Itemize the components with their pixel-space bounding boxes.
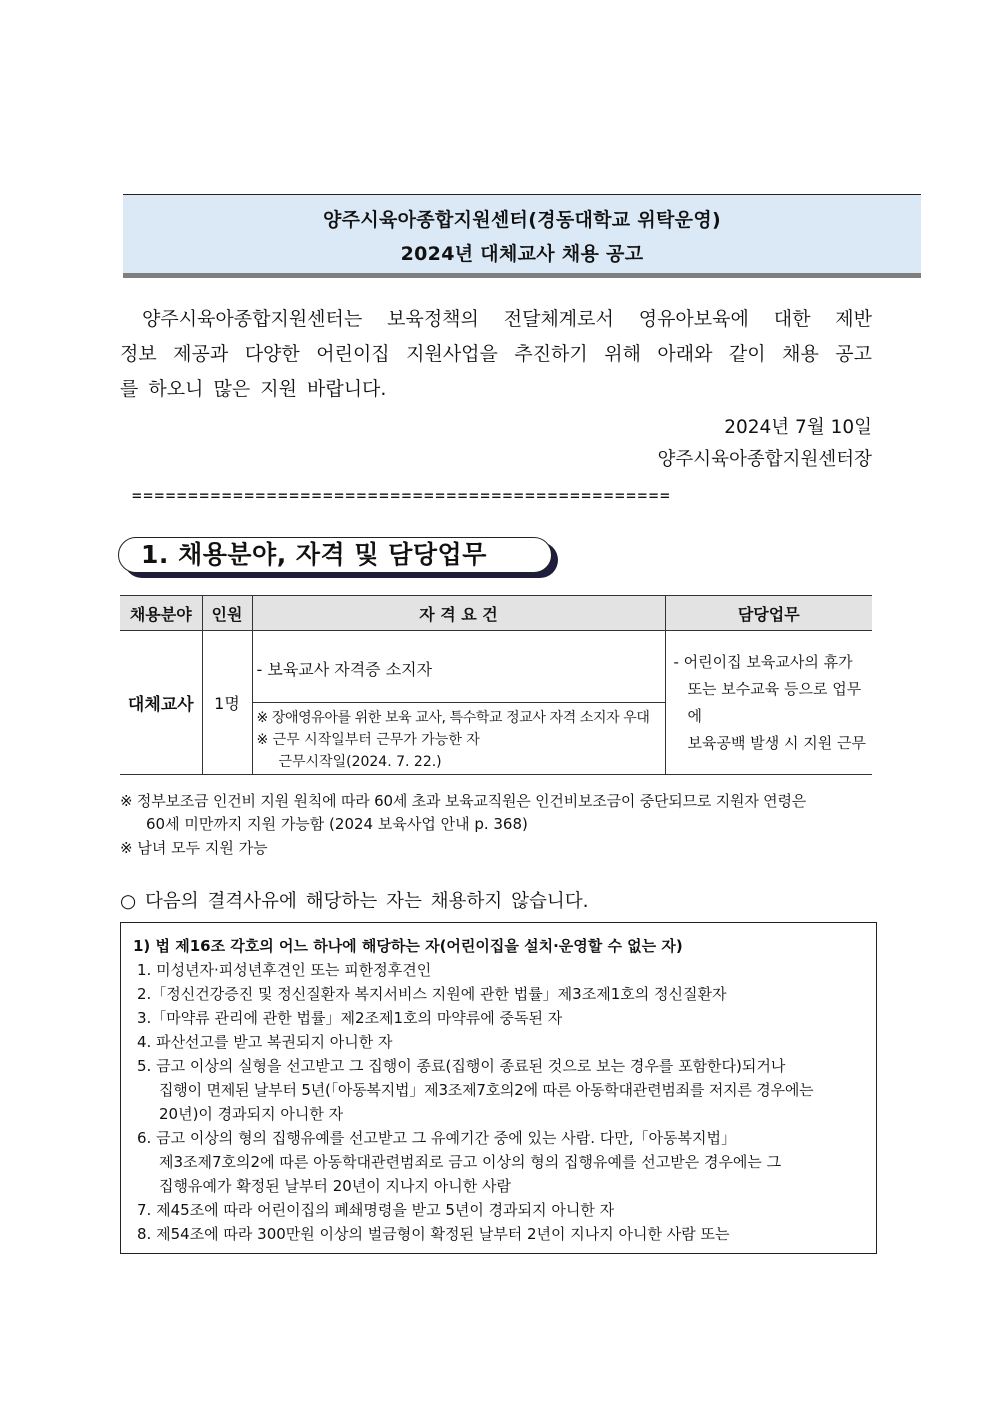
header-count: 인원 — [202, 596, 252, 631]
title-box — [123, 194, 921, 278]
header-field: 채용분야 — [120, 596, 202, 631]
disq-item-1: 1. 미성년자·피성년후견인 또는 피한정후견인 — [137, 961, 432, 979]
disq-item-4: 4. 파산선고를 받고 복권되지 아니한 자 — [137, 1033, 393, 1051]
intro-line-3: 를 하오니 많은 지원 바랍니다. — [120, 378, 387, 400]
disq-item-5: 5. 금고 이상의 실형을 선고받고 그 집행이 종료(집행이 종료된 것으로 보는 경우를 포함한다)되거나 — [137, 1057, 786, 1075]
duty-line-2: 또는 보수교육 등으로 업무에 — [687, 679, 862, 725]
disq-heading: 1) 법 제16조 각호의 어느 하나에 해당하는 자(어린이집을 설치·운영할 수 없는 자) — [133, 937, 683, 955]
note-line-1: ※ 정부보조금 인건비 지원 원칙에 따라 60세 초과 보육교직원은 인건비보조금이 중단되므로 지원자 연령은 — [120, 792, 807, 810]
duty-line-1: - 어린이집 보육교사의 휴가 — [673, 652, 853, 671]
divider-line: ================================================ — [132, 486, 672, 505]
note-line-3: ※ 남녀 모두 지원 가능 — [120, 839, 268, 857]
recruitment-table — [120, 595, 872, 775]
disqualification-intro: ○ 다음의 결격사유에 해당하는 자는 채용하지 않습니다. — [120, 891, 589, 912]
qual-note-3: 근무시작일(2024. 7. 22.) — [278, 754, 442, 770]
intro-line-1: 양주시육아종합지원센터는 보육정책의 전달체계로서 영유아보육에 대한 제반 — [142, 308, 872, 330]
title-line-2: 2024년 대체교사 채용 공고 — [400, 243, 644, 265]
table-row — [120, 631, 872, 703]
disq-item-6-cont-2: 집행유예가 확정된 날부터 20년이 지나지 아니한 사람 — [159, 1177, 511, 1195]
cell-duty — [665, 631, 872, 775]
section-heading-title: 1. 채용분야, 자격 및 담당업무 — [118, 537, 552, 573]
qual-note-1: ※ 장애영유아를 위한 보육 교사, 특수학교 정교사 자격 소지자 우대 — [256, 710, 650, 726]
header-duty: 담당업무 — [665, 596, 872, 631]
notice-date: 2024년 7월 10일 — [724, 417, 872, 438]
disqualification-box — [120, 922, 877, 1254]
disq-item-2: 2.「정신건강증진 및 정신질환자 복지서비스 지원에 관한 법률」제3조제1호의 정신질환자 — [137, 985, 727, 1003]
disq-item-6: 6. 금고 이상의 형의 집행유예를 선고받고 그 유예기간 중에 있는 사람. 다만,「아동복지법」 — [137, 1129, 736, 1147]
header-qualification: 자 격 요 건 — [252, 596, 665, 631]
duty-line-3: 보육공백 발생 시 지원 근무 — [687, 733, 866, 752]
qual-note-2: ※ 근무 시작일부터 근무가 가능한 자 — [256, 732, 480, 748]
disq-item-3: 3.「마약류 관리에 관한 법률」제2조제1호의 마약류에 중독된 자 — [137, 1009, 563, 1027]
disq-item-5-cont-1: 집행이 면제된 날부터 5년(「아동복지법」제3조제7호의2에 따른 아동학대관련범죄를 저지른 경우에는 — [159, 1081, 814, 1099]
note-line-2: 60세 미만까지 지원 가능함 (2024 보육사업 안내 p. 368) — [146, 815, 528, 833]
disq-item-5-cont-2: 20년)이 경과되지 아니한 자 — [159, 1105, 344, 1123]
disq-item-8: 8. 제54조에 따라 300만원 이상의 벌금형이 확정된 날부터 2년이 지나지 아니한 사람 또는 — [137, 1225, 730, 1243]
section-heading — [118, 537, 562, 581]
disq-item-7: 7. 제45조에 따라 어린이집의 폐쇄명령을 받고 5년이 경과되지 아니한 자 — [137, 1201, 615, 1219]
cell-qualification-notes — [252, 703, 665, 775]
notice-signer: 양주시육아종합지원센터장 — [657, 449, 872, 470]
intro-line-2: 정보 제공과 다양한 어린이집 지원사업을 추진하기 위해 아래와 같이 채용 공고 — [120, 343, 872, 365]
cell-field: 대체교사 — [120, 631, 202, 775]
disq-item-6-cont-1: 제3조제7호의2에 따른 아동학대관련범죄로 금고 이상의 형의 집행유예를 선고받은 경우에는 그 — [159, 1153, 782, 1171]
cell-count: 1명 — [202, 631, 252, 775]
table-header-row — [120, 596, 872, 631]
title-line-1: 양주시육아종합지원센터(경동대학교 위탁운영) — [323, 209, 721, 231]
cell-qualification-main: - 보육교사 자격증 소지자 — [252, 631, 665, 703]
